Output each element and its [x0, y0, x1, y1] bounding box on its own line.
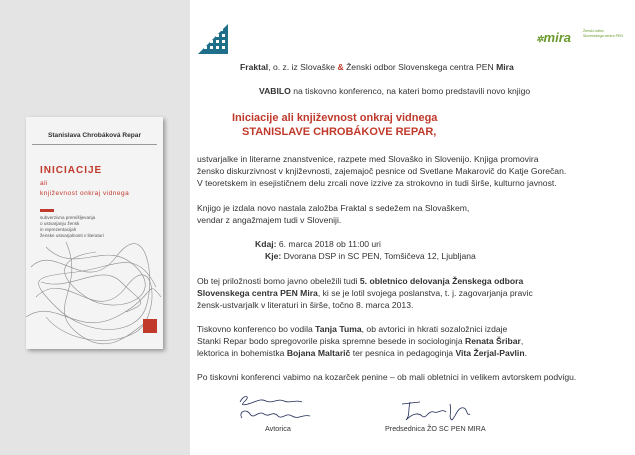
book-blurb-line: in reprezentacijah — [40, 227, 77, 232]
header-organizers: Fraktal, o. z. iz Slovaške & Ženski odbor Slovenskega centra PEN Mira — [240, 62, 514, 72]
book-title: INICIACIJE — [40, 165, 103, 176]
paragraph-line: Ob tej priložnosti bomo javno obeležili tudi 5. obletnico delovanja Ženskega odbora — [197, 276, 524, 286]
book-publisher-logo — [143, 319, 157, 333]
paragraph-line: Stanki Repar bodo spregovorile piska spremne besede in sociologinja Renata Šribar, — [197, 336, 524, 346]
paragraph-line: Knjigo je izdala novo nastala založba Fraktal s sedežem na Slovaškem, — [197, 203, 470, 213]
paragraph-line: vendar z angažmajem tudi v Sloveniji. — [197, 215, 342, 225]
event-title-line-2: STANISLAVE CHROBÁKOVE REPAR, — [242, 126, 437, 138]
author-caption: Avtorica — [265, 424, 291, 433]
paragraph-line: Slovenskega centra PEN Mira, ki se je lotil svojega poslanstva, t. j. zagovarjanja pravic — [197, 288, 533, 298]
book-divider — [32, 144, 157, 145]
book-blurb-line: subverzivna premišljevanja — [40, 215, 96, 220]
president-caption: Predsednica ŽO SC PEN MIRA — [385, 424, 486, 433]
president-signature — [398, 398, 472, 424]
fraktal-logo — [196, 22, 230, 56]
event-title-line-1: Iniciacije ali književnost onkraj vidnega — [232, 112, 438, 124]
author-signature — [236, 392, 318, 426]
paragraph-line: lektorica in bohemistka Bojana Maltarič ter pesnica in pedagoginja Vita Žerjal-Pavlin. — [197, 348, 527, 358]
paragraph-line: žensk-ustvarjalk v literaturi in širše, točno 8. marca 2013. — [197, 300, 414, 310]
paragraph-line: V teoretskem in esejističnem delu zrcali nove izzive za strokovno in tudi širše, kulturno javnost. — [197, 178, 557, 188]
paragraph-line: Tiskovno konferenco bo vodila Tanja Tuma, ob avtorici in hkrati sozaložnici izdaje — [197, 324, 508, 334]
event-when: Kdaj: 6. marca 2018 ob 11:00 uri — [255, 239, 381, 249]
book-subtitle-2: književnost onkraj vidnega — [40, 190, 130, 197]
book-subtitle-1: ali — [40, 180, 49, 187]
mira-tagline: Ženski odbor Slovenskega centra PEN — [583, 29, 623, 38]
book-accent-mark — [40, 209, 54, 212]
mira-logo: ✲mira — [536, 30, 572, 45]
closing-line: Po tiskovni konferenci vabimo na kozarček penine – ob mali obletnici in velikem avtorskem podvigu. — [197, 372, 577, 382]
book-blurb-line: ženske ustvarjalnosti v literaturi — [40, 233, 104, 238]
book-author: Stanislava Chrobáková Repar — [47, 132, 142, 139]
book-cover — [26, 117, 163, 349]
invitation-line: VABILO na tiskovno konferenco, na kateri bomo predstavili novo knjigo — [259, 86, 531, 96]
book-blurb-line: o ustvarjanju žensk — [40, 221, 80, 226]
event-where: Kje: Dvorana DSP in SC PEN, Tomšičeva 12, Ljubljana — [265, 251, 476, 261]
paragraph-line: žensko diskurzivnost v književnosti, zajemajoč pesnice od Svetlane Makarovič do Katje Gorečan. — [197, 166, 567, 176]
paragraph-line: ustvarjalke in literarne znanstvenice, razpete med Slovaško in Slovenijo. Knjiga promovira — [197, 154, 539, 164]
